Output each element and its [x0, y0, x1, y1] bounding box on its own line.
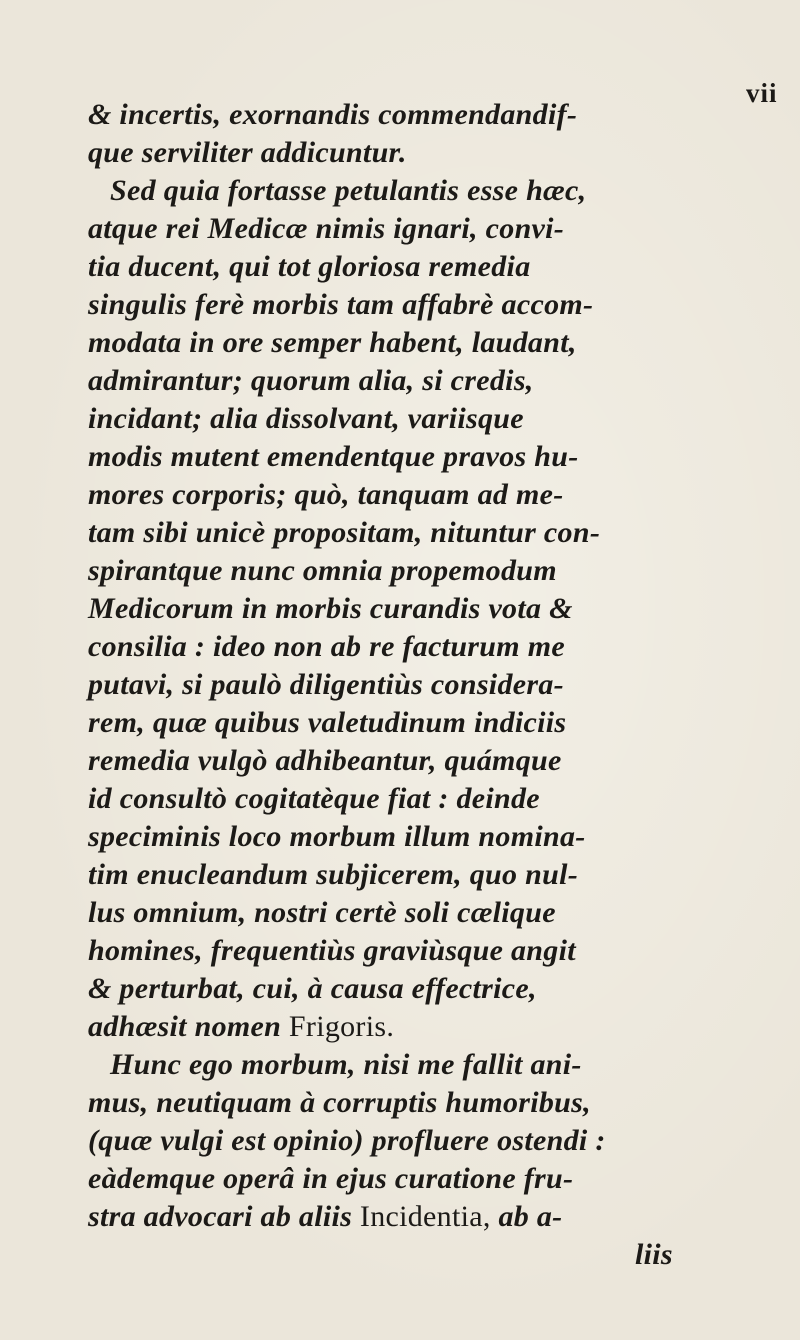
text-line — [88, 400, 728, 438]
line-text: singulis ferè morbis tam affabrè accom- — [88, 288, 594, 321]
line-text: incidant; alia dissolvant, variisque — [88, 402, 524, 435]
text-line — [88, 210, 728, 248]
text-line — [88, 438, 728, 476]
line-text: speciminis loco morbum illum nomina- — [88, 820, 586, 853]
text-line — [88, 780, 728, 818]
text-line — [88, 1122, 728, 1160]
text-line — [88, 1046, 728, 1084]
text-line — [88, 1008, 728, 1046]
text-line — [88, 1160, 728, 1198]
text-line — [88, 134, 728, 172]
text-line — [88, 476, 728, 514]
line-text: consilia : ideo non ab re facturum me — [88, 630, 565, 663]
text-line — [88, 590, 728, 628]
line-text: mores corporis; quò, tanquam ad me- — [88, 478, 564, 511]
line-text: tia ducent, qui tot gloriosa remedia — [88, 250, 531, 283]
line-text: tim enucleandum subjicerem, quo nul- — [88, 858, 579, 891]
line-text: atque rei Medicæ nimis ignari, convi- — [88, 212, 565, 245]
line-text: Hunc ego morbum, nisi me fallit ani- — [110, 1048, 582, 1081]
line-text-continued: ab a- — [490, 1200, 563, 1233]
text-line — [88, 970, 728, 1008]
line-text: homines, frequentiùs graviùsque angit — [88, 934, 576, 967]
text-line — [88, 324, 728, 362]
line-text: Medicorum in morbis curandis vota & — [88, 592, 573, 625]
text-line — [88, 514, 728, 552]
line-text: putavi, si paulò diligentiùs considera- — [88, 668, 564, 701]
line-text: modata in ore semper habent, laudant, — [88, 326, 577, 359]
line-text: & incertis, exornandis commendandif- — [88, 98, 578, 131]
line-text: eàdemque operâ in ejus curatione fru- — [88, 1162, 574, 1195]
text-line — [88, 704, 728, 742]
text-line — [88, 1198, 728, 1236]
text-line — [88, 894, 728, 932]
line-text: modis mutent emendentque pravos hu- — [88, 440, 579, 473]
text-line — [88, 628, 728, 666]
text-line — [88, 856, 728, 894]
line-text: (quæ vulgi est opinio) profluere ostendi : — [88, 1124, 606, 1157]
text-line — [88, 362, 728, 400]
text-line — [88, 248, 728, 286]
text-line — [88, 932, 728, 970]
page-number: vii — [746, 78, 778, 108]
text-line — [88, 1236, 728, 1274]
line-text: id consultò cogitatèque fiat : deinde — [88, 782, 540, 815]
text-line — [88, 286, 728, 324]
line-text: adhæsit nomen — [88, 1010, 289, 1043]
line-text: rem, quæ quibus valetudinum indiciis — [88, 706, 567, 739]
text-line — [88, 1084, 728, 1122]
roman-text: Incidentia, — [359, 1200, 491, 1233]
line-text: tam sibi unicè propositam, nituntur con- — [88, 516, 601, 549]
line-text: stra advocari ab aliis — [88, 1200, 360, 1233]
text-line — [88, 96, 728, 134]
body-text — [88, 96, 728, 1274]
text-line — [88, 172, 728, 210]
text-line — [88, 666, 728, 704]
roman-text: Frigoris. — [288, 1010, 395, 1043]
line-text: & perturbat, cui, à causa effectrice, — [88, 972, 537, 1005]
line-text: Sed quia fortasse petulantis esse hæc, — [110, 174, 587, 207]
line-text: admirantur; quorum alia, si credis, — [88, 364, 534, 397]
line-text: mus, neutiquam à corruptis humoribus, — [88, 1086, 591, 1119]
text-line — [88, 818, 728, 856]
text-line — [88, 552, 728, 590]
line-text: lus omnium, nostri certè soli cælique — [88, 896, 556, 929]
line-text: spirantque nunc omnia propemodum — [88, 554, 557, 587]
line-text: liis — [635, 1238, 673, 1271]
line-text: que serviliter addicuntur. — [88, 136, 407, 169]
text-line — [88, 742, 728, 780]
line-text: remedia vulgò adhibeantur, quámque — [88, 744, 562, 777]
